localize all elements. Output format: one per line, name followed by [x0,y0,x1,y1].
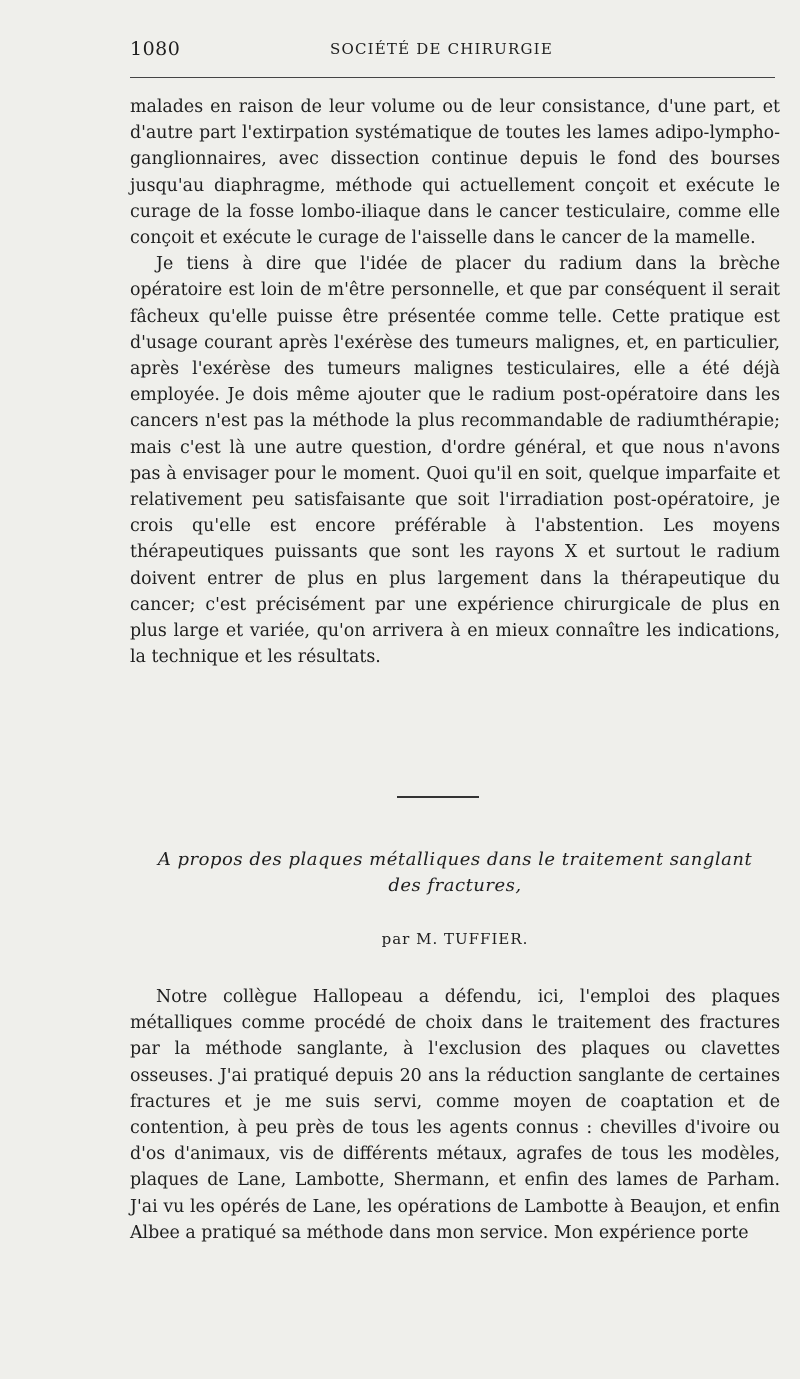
paragraph-continued: malades en raison de leur volume ou de leur consistance, d'une part, et d'autre part l'extirpation systématique de toutes les lames adipo-lympho-ganglionnaires, avec dissection continue depuis le fond des bourses jusqu'au diaphragme, méthode qui actuellement conçoit et exécute le curage de la fosse lombo-iliaque dans le cancer testiculaire, comme elle conçoit et exécute le curage de l'aisselle dans le cancer de la mamelle. [130,97,780,249]
running-head [130,38,780,60]
paragraph: Je tiens à dire que l'idée de placer du radium dans la brèche opératoire est loin de m'être personnelle, et que par conséquent il serait fâcheux qu'elle puisse être présentée comme telle. Cette pratique est d'usage courant après l'exérèse des tumeurs malignes, et, en particulier, après l'exérèse des tumeurs malignes testiculaires, elle a été déjà employée. Je dois même ajouter que le radium post-opératoire dans les cancers n'est pas la méthode la plus recommandable de radiumthérapie; mais c'est là une autre question, d'ordre général, et que nous n'avons pas à envisager pour le moment. Quoi qu'il en soit, quelque imparfaite et relativement peu satisfaisante que soit l'irradiation post-opératoire, je crois qu'elle est encore préférable à l'abstention. Les moyens thérapeutiques puissants que sont les rayons X et surtout le radium doivent entrer de plus en plus largement dans la thérapeutique du cancer; c'est précisément par une expérience chirurgicale de plus en plus large et variée, qu'on arrivera à en mieux connaître les indications, la technique et les résultats. [130,254,780,668]
header-rule [130,77,775,78]
journal-title: SOCIÉTÉ DE CHIRURGIE [330,40,553,58]
article-title [130,847,780,899]
section-divider [397,796,479,798]
article-title-line-1: A propos des plaques métalliques dans le traitement sanglant [157,849,753,870]
article-byline: par M. TUFFIER. [381,930,529,948]
article-title-line-2: des fractures, [388,875,522,896]
page-number: 1080 [130,38,181,60]
paragraph: Notre collègue Hallopeau a défendu, ici, l'emploi des plaques métalliques comme procédé de choix dans le traitement des fractures par la méthode sanglante, à l'exclusion des plaques ou clavettes osseuses. J'ai pratiqué depuis 20 ans la réduction sanglante de certaines fractures et je me suis servi, comme moyen de coaptation et de contention, à peu près de tous les agents connus : chevilles d'ivoire ou d'os d'animaux, vis de différents métaux, agrafes de tous les modèles, plaques de Lane, Lambotte, Shermann, et enfin des lames de Parham. J'ai vu les opérés de Lane, les opérations de Lambotte à Beaujon, et enfin Albee a pratiqué sa méthode dans mon service. Mon expérience porte [130,987,780,1243]
article-text [130,984,780,1246]
previous-article-text [130,94,780,670]
